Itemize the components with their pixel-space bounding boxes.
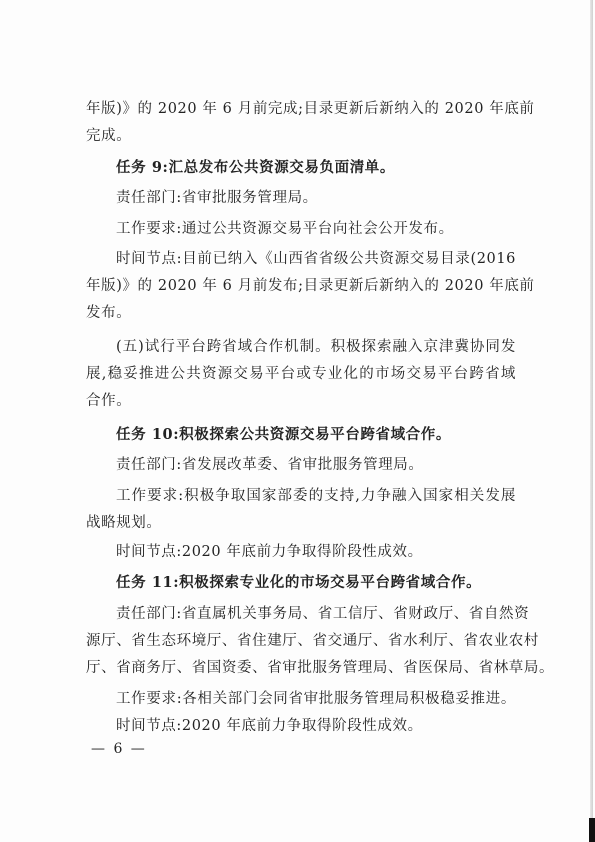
body-text-line: 展,稳妥推进公共资源交易平台或专业化的市场交易平台跨省域 [86, 366, 516, 382]
task-heading: 任务 10:积极探索公共资源交易平台跨省域合作。 [116, 426, 451, 443]
scan-edge-mark [589, 818, 595, 842]
body-text-line: 责任部门:省发展改革委、省审批服务管理局。 [116, 457, 424, 473]
body-text-line: 完成。 [86, 128, 132, 144]
task-heading: 任务 11:积极探索专业化的市场交易平台跨省域合作。 [116, 574, 482, 591]
page-edge-shadow [590, 0, 593, 842]
body-text-line: 年版)》的 2020 年 6 月前发布;目录更新后新纳入的 2020 年底前 [86, 278, 535, 294]
body-text-line: 责任部门:省审批服务管理局。 [116, 190, 318, 206]
page-number: — 6 — [91, 741, 147, 757]
body-text-line: 责任部门:省直属机关事务局、省工信厅、省财政厅、省自然资 [116, 606, 530, 622]
body-text-line: 工作要求:积极争取国家部委的支持,力争融入国家相关发展 [116, 488, 516, 504]
task-heading: 任务 9:汇总发布公共资源交易负面清单。 [116, 159, 395, 176]
section-heading-line: (五)试行平台跨省域合作机制。积极探索融入京津冀协同发 [116, 339, 516, 355]
body-text-line: 源厅、省生态环境厅、省住建厅、省交通厅、省水利厅、省农业农村 [86, 633, 539, 649]
body-text-line: 工作要求:各相关部门会同省审批服务管理局积极稳妥推进。 [116, 691, 516, 707]
body-text-line: 时间节点:2020 年底前力争取得阶段性成效。 [116, 718, 423, 734]
body-text-line: 合作。 [86, 393, 132, 409]
body-text-line: 发布。 [86, 305, 132, 321]
body-text-line: 工作要求:通过公共资源交易平台向社会公开发布。 [116, 221, 454, 237]
body-text-line: 厅、省商务厅、省国资委、省审批服务管理局、省医保局、省林草局。 [86, 660, 555, 676]
body-text-line: 时间节点:目前已纳入《山西省省级公共资源交易目录(2016 [116, 251, 516, 267]
body-text-line: 战略规划。 [86, 515, 162, 531]
body-text-line: 年版)》的 2020 年 6 月前完成;目录更新后新纳入的 2020 年底前 [86, 101, 535, 117]
body-text-line: 时间节点:2020 年底前力争取得阶段性成效。 [116, 544, 423, 560]
